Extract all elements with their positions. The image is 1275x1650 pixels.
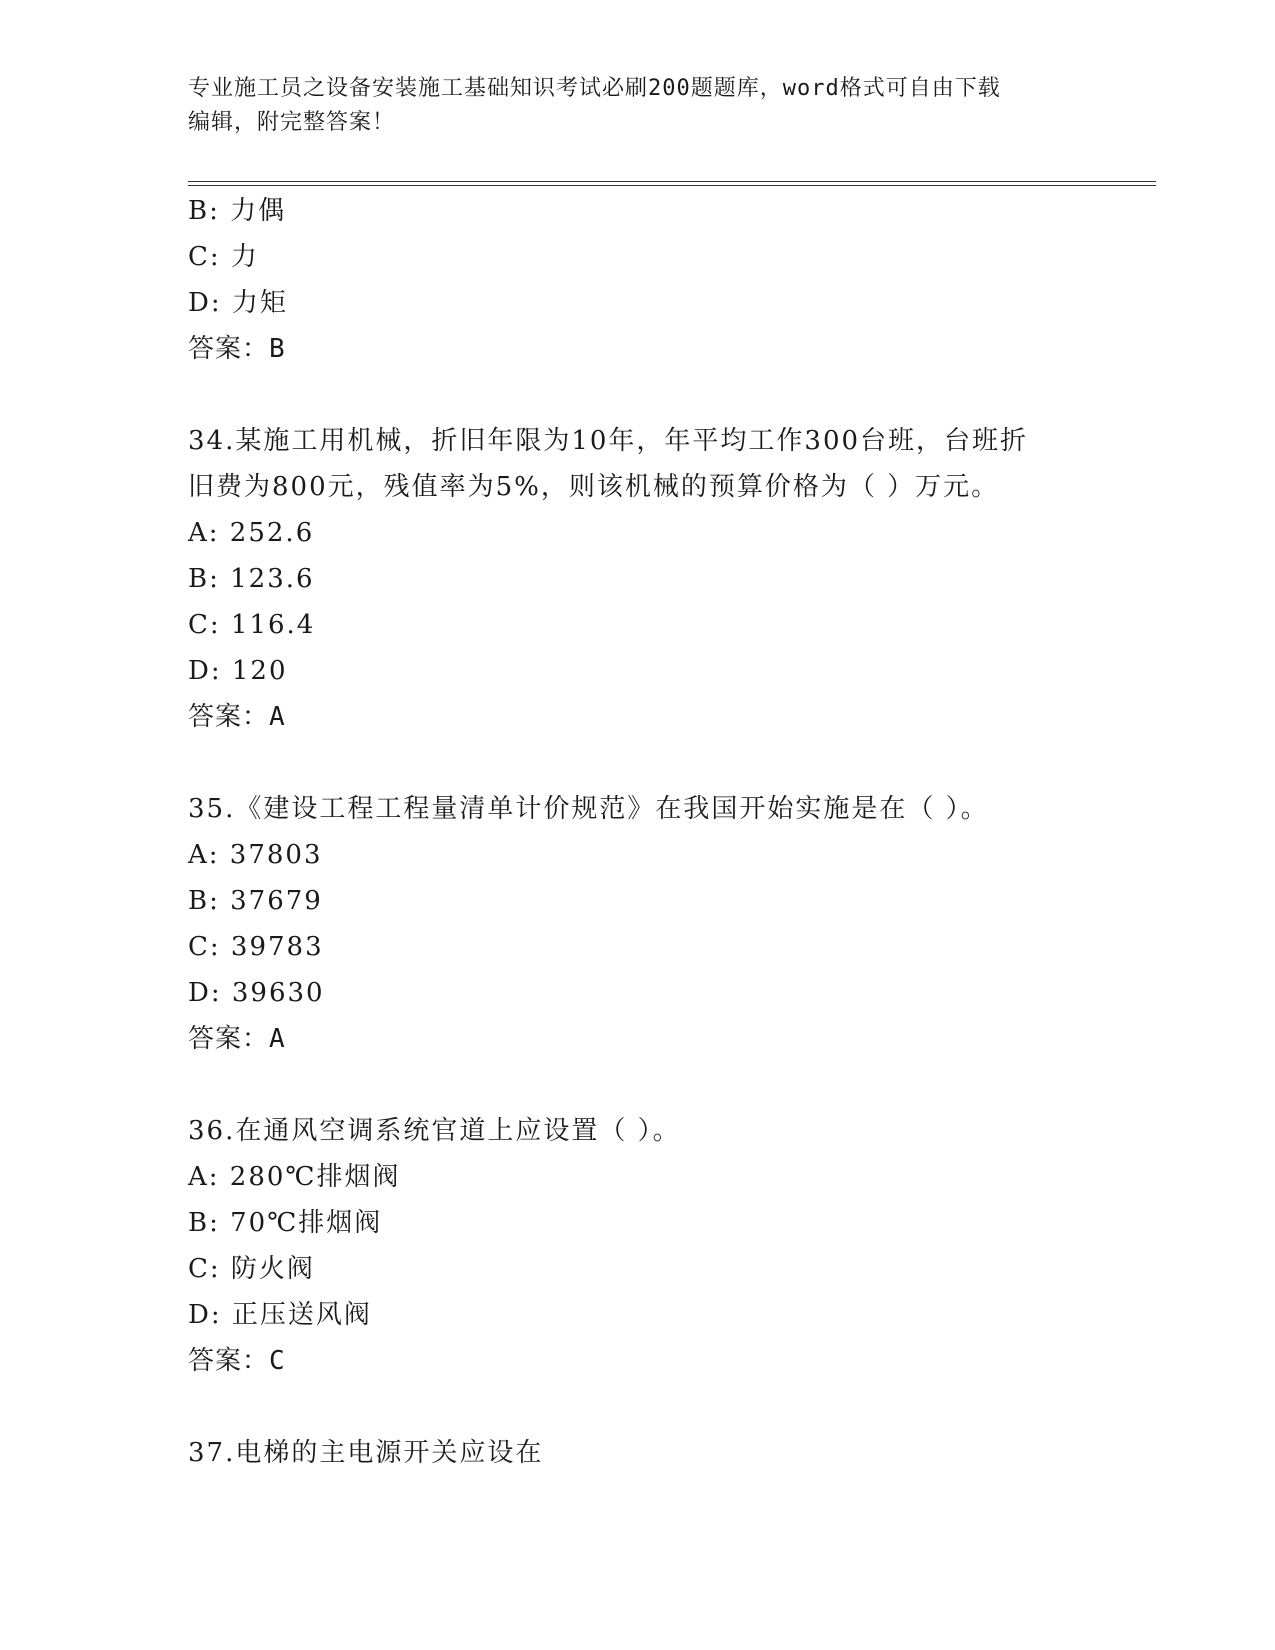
option-d: D: 120: [188, 656, 288, 686]
option-a: A: 37803: [188, 840, 323, 870]
option-d: D: 力矩: [188, 288, 288, 318]
answer-value: B: [269, 334, 286, 364]
question-block-36: [188, 1108, 1088, 1384]
question-block-37: [188, 1430, 1088, 1476]
option-d: D: 正压送风阀: [188, 1300, 372, 1330]
header-line-1: 专业施工员之设备安装施工基础知识考试必刷200题题库，word格式可自由下载: [188, 76, 1001, 101]
option-c: C: 39783: [188, 932, 324, 962]
question-block-35: [188, 786, 1088, 1062]
option-c: C: 力: [188, 242, 259, 272]
document-body: [188, 188, 1088, 1476]
header-line-2: 编辑，附完整答案！: [188, 110, 396, 135]
document-header: [188, 72, 1088, 140]
question-text-line: 37.电梯的主电源开关应设在: [188, 1438, 544, 1468]
answer-label: 答案：: [188, 334, 270, 364]
question-block-34: [188, 418, 1088, 740]
option-b: B: 37679: [188, 886, 323, 916]
option-c: C: 116.4: [188, 610, 316, 640]
answer-label: 答案：: [188, 702, 270, 732]
answer-line: [188, 326, 1088, 372]
answer-value: C: [269, 1346, 286, 1376]
answer-value: A: [269, 702, 286, 732]
answer-line: [188, 1338, 1088, 1384]
option-b: B: 70℃排烟阀: [188, 1208, 383, 1238]
answer-line: [188, 694, 1088, 740]
header-rule-top: [188, 181, 1156, 182]
answer-label: 答案：: [188, 1024, 270, 1054]
option-a: A: 252.6: [188, 518, 315, 548]
question-text-line: 34.某施工用机械，折旧年限为10年，年平均工作300台班，台班折: [188, 426, 1029, 456]
question-text-line: 旧费为800元，残值率为5%，则该机械的预算价格为（ ）万元。: [188, 472, 1000, 502]
answer-label: 答案：: [188, 1346, 270, 1376]
header-rule-bottom: [188, 185, 1156, 186]
question-block-33: [188, 188, 1088, 372]
option-b: B: 力偶: [188, 196, 287, 226]
option-a: A: 280℃排烟阀: [188, 1162, 401, 1192]
option-d: D: 39630: [188, 978, 325, 1008]
option-b: B: 123.6: [188, 564, 315, 594]
question-text-line: 35.《建设工程工程量清单计价规范》在我国开始实施是在（ ）。: [188, 794, 989, 824]
answer-value: A: [269, 1024, 286, 1054]
answer-line: [188, 1016, 1088, 1062]
option-c: C: 防火阀: [188, 1254, 315, 1284]
question-text-line: 36.在通风空调系统官道上应设置（ ）。: [188, 1116, 681, 1146]
